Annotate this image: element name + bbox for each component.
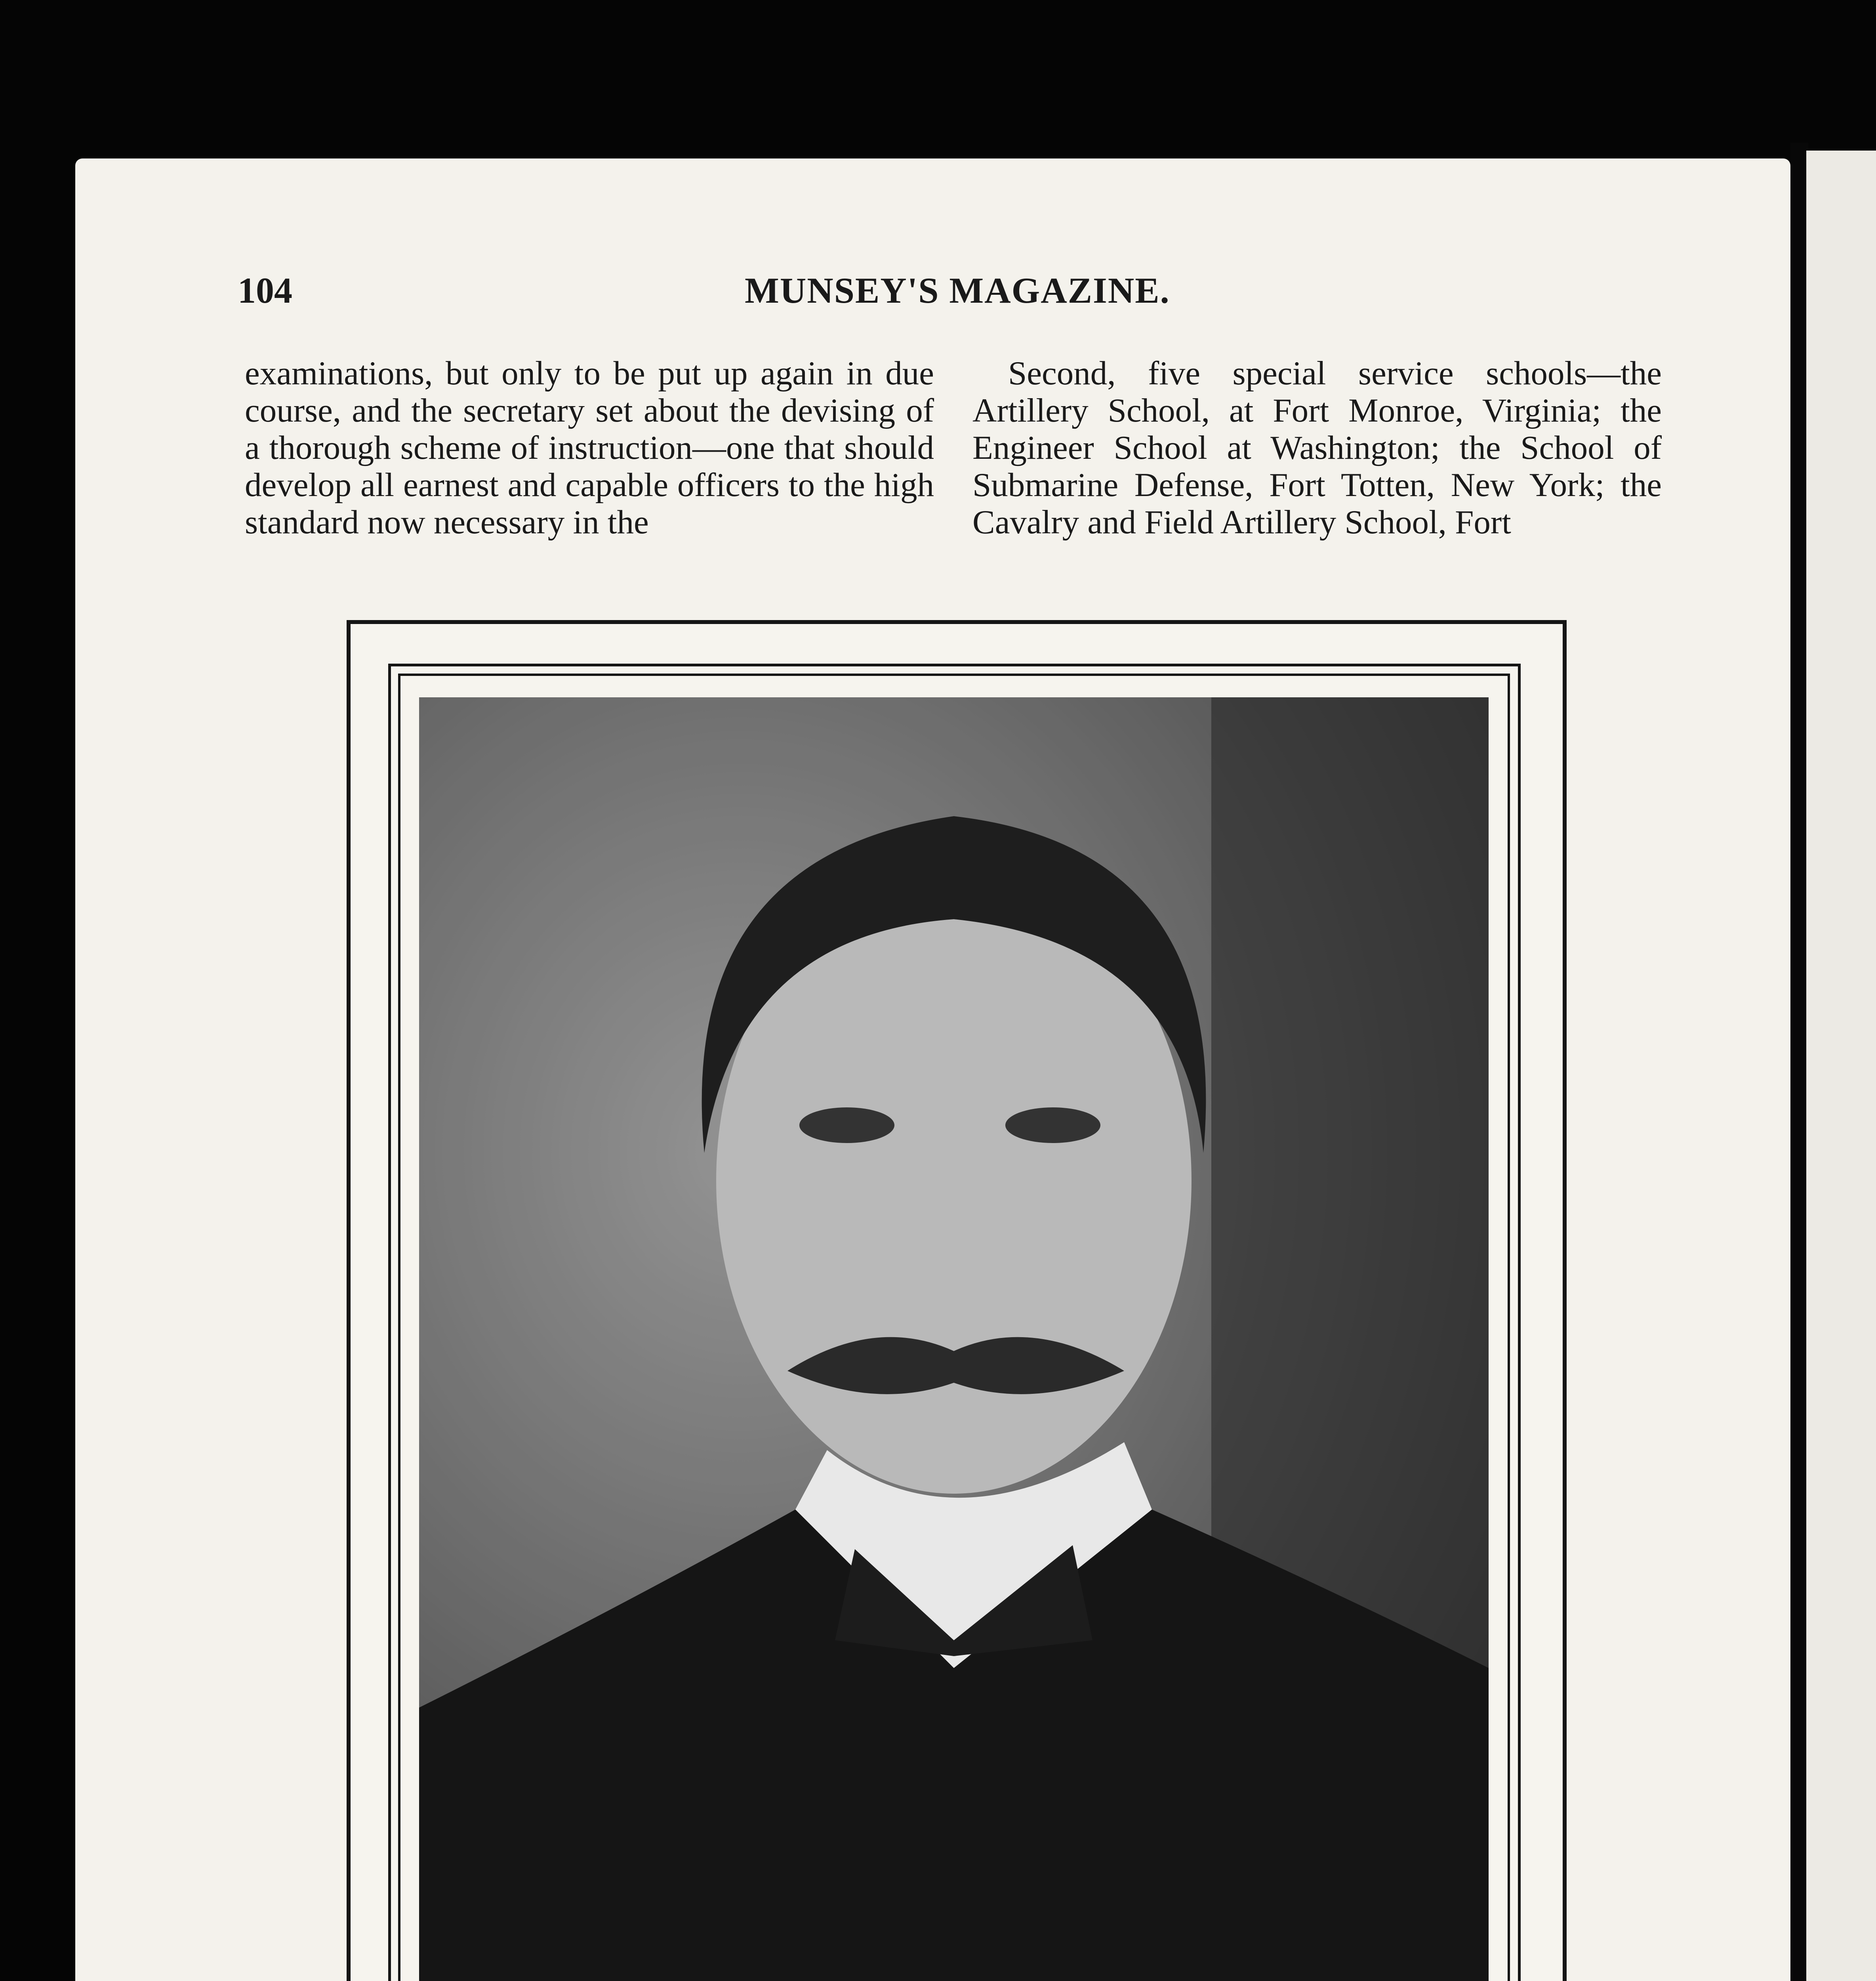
portrait-photograph <box>419 697 1489 1981</box>
page-header <box>238 269 1664 325</box>
portrait-figure <box>419 697 1489 1981</box>
column-top-left <box>245 355 934 541</box>
book-spine-shadow <box>1790 143 1808 1981</box>
column-top-right <box>972 355 1662 541</box>
facing-page-edge <box>1806 151 1876 1981</box>
paragraph: examinations, but only to be put up again in due course, and the secretary set about the devising of a thorough scheme of instruction—one that should develop all earnest and capable officers to the high standard now necessary in the <box>245 355 934 541</box>
page-number: 104 <box>238 270 292 311</box>
running-head: MUNSEY'S MAGAZINE. <box>745 270 1170 311</box>
paragraph: Second, five special service schools—the Artillery School, at Fort Monroe, Virginia; the Engineer School at Washington; the School of Submarine Defense, Fort Totten, New York; the Cavalry and Field Artillery School, Fort <box>972 355 1662 541</box>
